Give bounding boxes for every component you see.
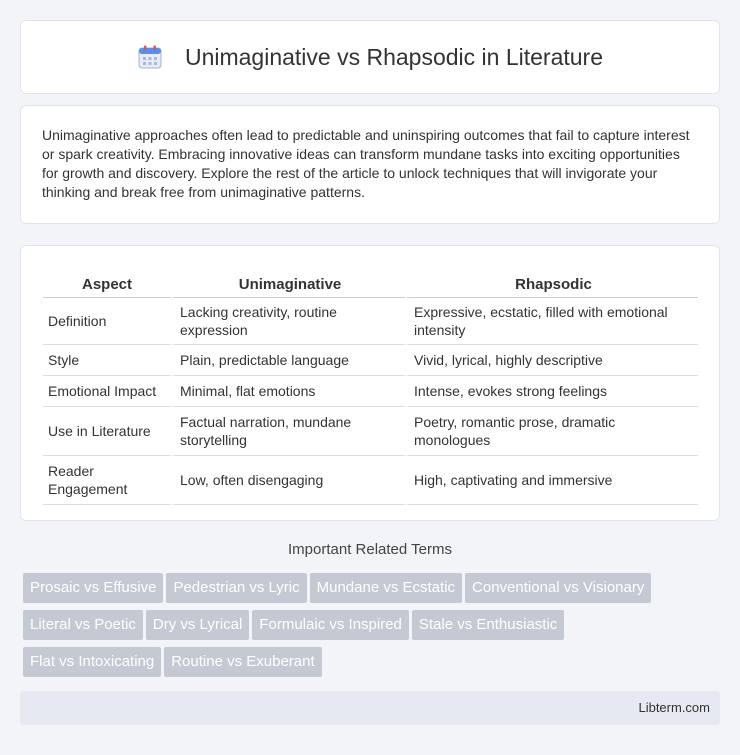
related-term-tag[interactable]: Dry vs Lyrical: [146, 610, 249, 640]
calendar-icon: [137, 44, 163, 70]
cell-aspect: Use in Literature: [43, 407, 171, 456]
cell-unimaginative: Lacking creativity, routine expression: [171, 298, 405, 345]
cell-unimaginative: Minimal, flat emotions: [171, 376, 405, 407]
cell-unimaginative: Plain, predictable language: [171, 345, 405, 376]
related-term-tag[interactable]: Mundane vs Ecstatic: [310, 573, 462, 603]
related-term-tag[interactable]: Routine vs Exuberant: [164, 647, 321, 677]
cell-unimaginative: Factual narration, mundane storytelling: [171, 407, 405, 456]
related-term-tag[interactable]: Prosaic vs Effusive: [23, 573, 163, 603]
table-row: [43, 456, 698, 505]
header-unimaginative: Unimaginative: [171, 266, 405, 298]
table-row: [43, 298, 698, 345]
cell-rhapsodic: Poetry, romantic prose, dramatic monologues: [405, 407, 698, 456]
table-row: [43, 345, 698, 376]
related-term-tag[interactable]: Literal vs Poetic: [23, 610, 143, 640]
table-header-row: [43, 266, 698, 298]
comparison-table: [43, 266, 698, 505]
cell-rhapsodic: Vivid, lyrical, highly descriptive: [405, 345, 698, 376]
page-title: Unimaginative vs Rhapsodic in Literature: [184, 43, 604, 70]
cell-rhapsodic: High, captivating and immersive: [405, 456, 698, 505]
table-row: [43, 407, 698, 456]
cell-aspect: Style: [43, 345, 171, 376]
comparison-card: [20, 245, 720, 521]
cell-aspect: Reader Engagement: [43, 456, 171, 505]
header-rhapsodic: Rhapsodic: [405, 266, 698, 298]
cell-rhapsodic: Expressive, ecstatic, filled with emotional intensity: [405, 298, 698, 345]
related-terms-list: [23, 573, 713, 684]
related-terms-title: Important Related Terms: [288, 541, 452, 558]
related-term-tag[interactable]: Conventional vs Visionary: [465, 573, 651, 603]
table-row: [43, 376, 698, 407]
related-term-tag[interactable]: Stale vs Enthusiastic: [412, 610, 564, 640]
related-term-tag[interactable]: Formulaic vs Inspired: [252, 610, 409, 640]
related-term-tag[interactable]: Pedestrian vs Lyric: [166, 573, 306, 603]
related-term-tag[interactable]: Flat vs Intoxicating: [23, 647, 161, 677]
cell-unimaginative: Low, often disengaging: [171, 456, 405, 505]
cell-aspect: Definition: [43, 298, 171, 345]
intro-paragraph: Unimaginative approaches often lead to predictable and uninspiring outcomes that fail to capture interest or spark creativity. Embracing innovative ideas can transform mundane tasks into exciting opportunities for growth and discovery. Explore the rest of the article to unlock techniques that will invigorate your thinking and break free from unimaginative patterns.: [42, 127, 690, 200]
header-aspect: Aspect: [43, 266, 171, 298]
footer-site-link[interactable]: Libterm.com: [638, 700, 710, 715]
footer: [20, 691, 720, 725]
cell-rhapsodic: Intense, evokes strong feelings: [405, 376, 698, 407]
intro-card: [20, 105, 720, 224]
cell-aspect: Emotional Impact: [43, 376, 171, 407]
title-card: [20, 20, 720, 94]
